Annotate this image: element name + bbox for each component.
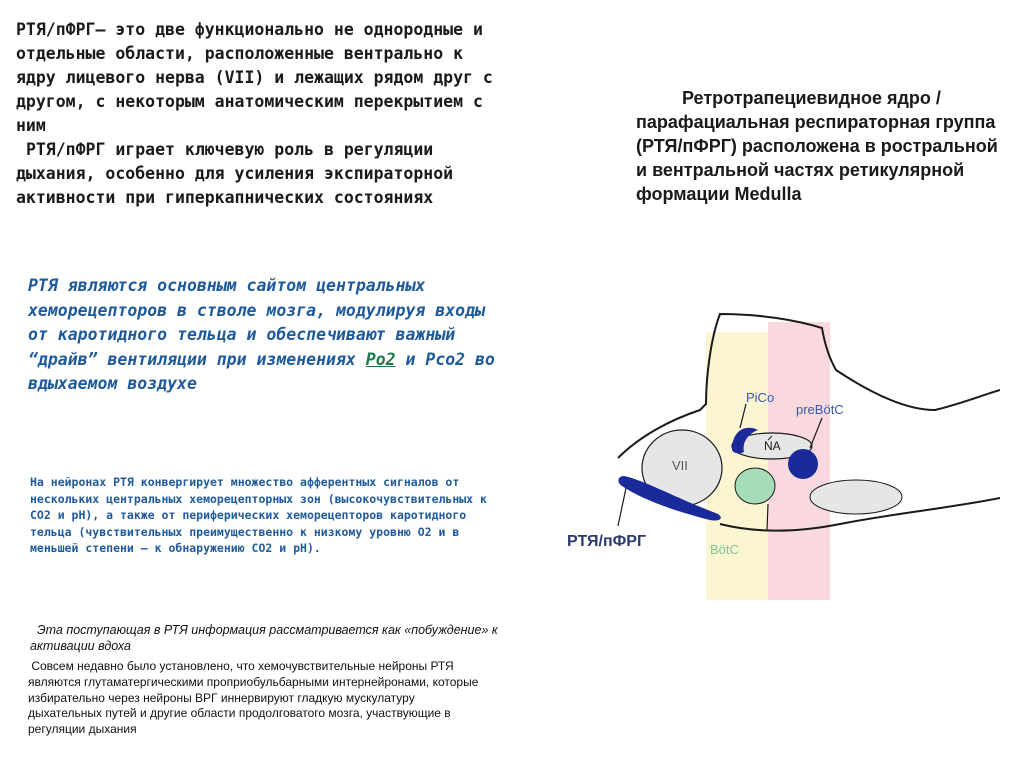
pico-label: PiCo (746, 390, 775, 405)
chemoreceptor-text-before: РТЯ являются основным сайтом центральных хеморецепторов в стволе мозга, модулируя входы от каротидного тельца и обеспечивают важный “драйв” вентиляции при изменениях (28, 276, 485, 369)
afferent-signals-paragraph: На нейронах РТЯ конвергирует множество афферентных сигналов от нескольких центральных хеморецепторных зон (высокочувствительных к CO2 и pH), а также от периферических хеморецепторов каротидного тельца (чувствительных преимущественно к низкому уровню O2 и в меньшей степени — к обнаружению CO2 и pH). (30, 475, 487, 556)
rtn-location-text: Ретротрапециевидное ядро / парафациальная респираторная группа (РТЯ/пФРГ) расположена в ростральной и вентральной частях ретикулярной формации Medulla (636, 88, 998, 204)
na-label: NA (764, 439, 781, 453)
po2-link[interactable]: Po2 (365, 349, 396, 369)
rtn-location-title (636, 86, 1006, 206)
left-heading-para-2-text: РТЯ/пФРГ играет ключевую роль в регуляции дыхания, особенно для усиления экспираторной активности при гиперкапнических состояниях (16, 140, 454, 207)
botc-label: BötC (710, 542, 739, 557)
left-heading-para-2 (16, 138, 506, 210)
brainstem-diagram (560, 300, 1000, 600)
botc-nucleus (735, 468, 775, 504)
inspiration-drive-note (30, 622, 500, 654)
caudal-gray-nucleus (810, 480, 902, 514)
rtn-pointer (618, 488, 626, 526)
recent-findings-paragraph (28, 659, 488, 738)
rtn-label: РТЯ/пФРГ (567, 533, 647, 550)
vii-label: VII (672, 458, 688, 473)
left-heading (16, 18, 506, 210)
prebotc-label: preBötC (796, 402, 844, 417)
chemoreceptor-text-after: и Pco2 во вдыхаемом воздухе (28, 349, 495, 393)
inspiration-drive-text: Эта поступающая в РТЯ информация рассматривается как «побуждение» к активации вдоха (30, 623, 498, 653)
prebotc-nucleus (788, 449, 818, 479)
left-heading-para-1: РТЯ/пФРГ— это две функционально не однородные и отдельные области, расположенные вентрально к ядру лицевого нерва (VII) и лежащих рядом друг с другом, с некоторым анатомическим перекрытием с ним (16, 20, 493, 135)
chemoreceptor-paragraph (28, 274, 498, 397)
recent-findings-text: Совсем недавно было установлено, что хемочувствительные нейроны РТЯ являются глутаматергическими проприобульбарными интернейронами, которые избирательно через нейроны ВРГ иннервируют гладкую мускулатуру дыхательных путей и другие области продолговатого мозга, участвующие в регуляции дыхания (28, 659, 479, 737)
